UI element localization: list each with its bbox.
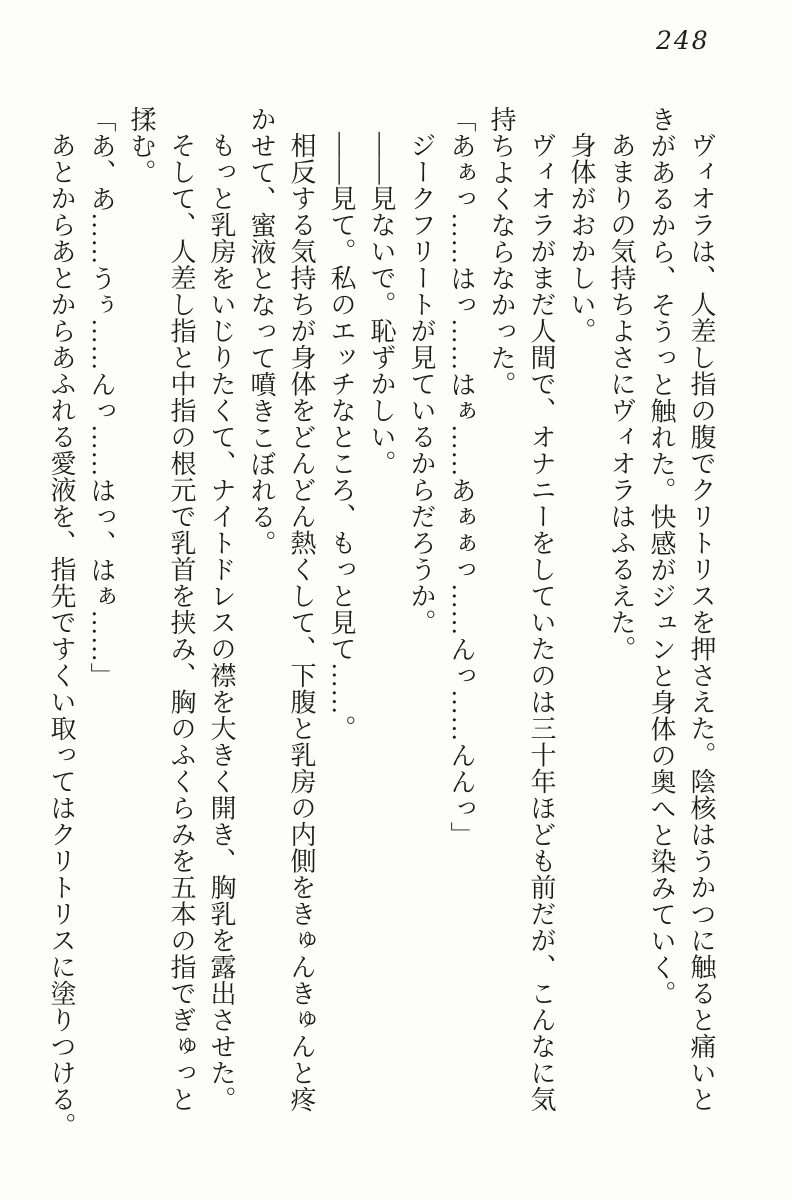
page-number: 248 — [656, 26, 710, 55]
vertical-text-block — [41, 106, 721, 1150]
text-line: そして、人差し指と中指の根元で乳首を挟み、胸のふくらみを五本の指でぎゅっと — [167, 132, 196, 1113]
text-line: かせて、蜜液となって噴きこぼれる。 — [247, 106, 276, 557]
text-line: ――見て。私のエッチなところ、もっと見て……。 — [327, 132, 356, 742]
text-line: 「あぁっ……はっ……はぁ……あぁぁっ……んっ……んんっ」 — [447, 106, 476, 848]
text-line: もっと乳房をいじりたくて、ナイトドレスの襟を大きく開き、胸乳を露出させた。 — [207, 132, 236, 1113]
text-line: きがあるから、そうっと触れた。快感がジュンと身体の奥へと染みていく。 — [647, 106, 676, 1007]
text-line: ヴィオラは、人差し指の腹でクリトリスを押さえた。陰核はうかつに触ると痛いと — [687, 132, 716, 1113]
text-line: あとからあとからあふれる愛液を、指先ですくい取ってはクリトリスに塗りつける。 — [47, 132, 76, 1139]
text-line: あまりの気持ちよさにヴィオラはふるえた。 — [607, 132, 636, 662]
text-line: 「あ、あ……うぅ……んっ……はっ、はぁ……」 — [87, 106, 116, 689]
text-line: 相反する気持ちが身体をどんどん熱くして、下腹と乳房の内側をきゅんきゅんと疼 — [287, 132, 316, 1113]
text-line: 持ちよくならなかった。 — [487, 106, 516, 398]
text-line: ジークフリートが見ているからだろうか。 — [407, 132, 436, 636]
text-line: 揉む。 — [127, 106, 156, 186]
text-line: ヴィオラがまだ人間で、オナニーをしていたのは三十年ほども前だが、こんなに気 — [527, 132, 556, 1113]
text-line: 身体がおかしい。 — [567, 132, 596, 344]
text-line: ――見ないで。恥ずかしい。 — [367, 132, 396, 477]
